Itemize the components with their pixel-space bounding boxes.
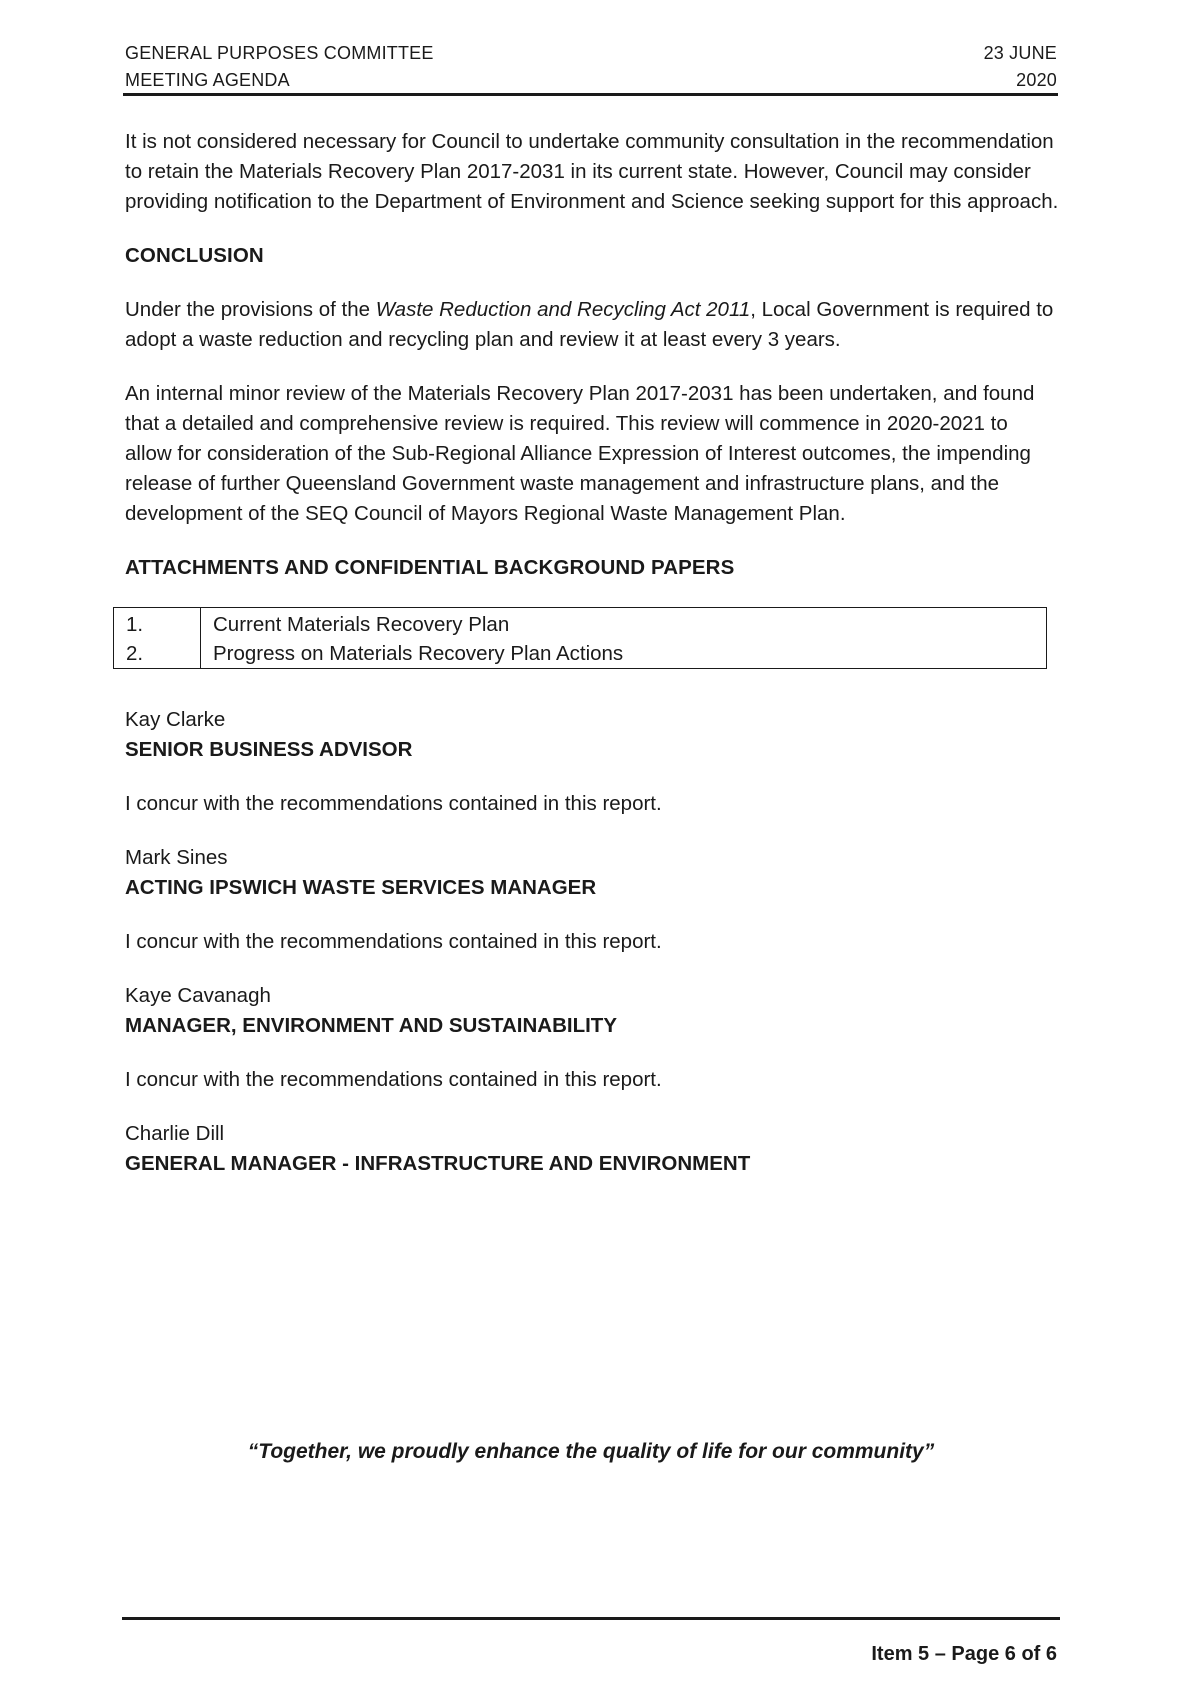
conclusion-heading: CONCLUSION [125, 244, 264, 267]
consultation-paragraph: It is not considered necessary for Council to undertake community consultation in the recommendation to retain the Materials Recovery Plan 2017-2031 in its current state. However, Council may consider providing notification to the Department of Environment and Science seeking support for this approach. [125, 130, 1059, 213]
signatory-block [125, 981, 1060, 1041]
header-right [984, 40, 1057, 94]
signatory-title: MANAGER, ENVIRONMENT AND SUSTAINABILITY [125, 1014, 617, 1037]
conclusion-paragraph-2: An internal minor review of the Materials Recovery Plan 2017-2031 has been undertaken, and found that a detailed and comprehensive review is required. This review will commence in 2020-2021 to allow for consideration of the Sub-Regional Alliance Expression of Interest outcomes, the impending release of further Queensland Government waste management and infrastructure plans, and the development of the SEQ Council of Mayors Regional Waste Management Plan. [125, 382, 1035, 525]
act-title: Waste Reduction and Recycling Act 2011 [375, 298, 751, 321]
attachment-number: 1. [114, 608, 201, 640]
attachment-number: 2. [114, 639, 201, 669]
agenda-label: MEETING AGENDA [125, 70, 290, 90]
report-body [125, 127, 1060, 1203]
page-number: Item 5 – Page 6 of 6 [871, 1643, 1057, 1665]
conclusion-p1-before: Under the provisions of the [125, 298, 376, 321]
signatory-name: Mark Sines [125, 846, 228, 869]
signatory-block [125, 1119, 1060, 1179]
signatory-title: SENIOR BUSINESS ADVISOR [125, 738, 413, 761]
concur-statement: I concur with the recommendations contained in this report. [125, 930, 662, 953]
meeting-date: 23 JUNE [983, 43, 1057, 63]
signatory-name: Kay Clarke [125, 708, 226, 731]
table-row [114, 608, 1047, 640]
concur-statement: I concur with the recommendations contained in this report. [125, 792, 662, 815]
signatory-title: GENERAL MANAGER - INFRASTRUCTURE AND ENVIRONMENT [125, 1152, 751, 1175]
attachments-table [113, 607, 1047, 669]
footer-divider [122, 1617, 1060, 1620]
signatory-block [125, 843, 1060, 903]
table-row [114, 639, 1047, 669]
signatory-title: ACTING IPSWICH WASTE SERVICES MANAGER [125, 876, 597, 899]
header-divider [123, 93, 1058, 96]
signatory-name: Kaye Cavanagh [125, 984, 271, 1007]
meeting-year: 2020 [1016, 70, 1057, 90]
conclusion-paragraph-1 [125, 295, 1060, 355]
attachment-title: Current Materials Recovery Plan [213, 613, 510, 636]
conclusion-p1-after: , Local Government is required to adopt a waste reduction and recycling plan and review it at least every 3 years. [125, 298, 1054, 351]
attachment-title: Progress on Materials Recovery Plan Actions [213, 642, 624, 665]
header-left [125, 40, 434, 94]
attachments-heading: ATTACHMENTS AND CONFIDENTIAL BACKGROUND PAPERS [125, 556, 735, 579]
committee-name: GENERAL PURPOSES COMMITTEE [125, 43, 434, 63]
signatory-block [125, 705, 1060, 765]
concur-statement: I concur with the recommendations contained in this report. [125, 1068, 662, 1091]
council-tagline: “Together, we proudly enhance the quality of life for our community” [247, 1440, 935, 1463]
signatory-name: Charlie Dill [125, 1122, 225, 1145]
